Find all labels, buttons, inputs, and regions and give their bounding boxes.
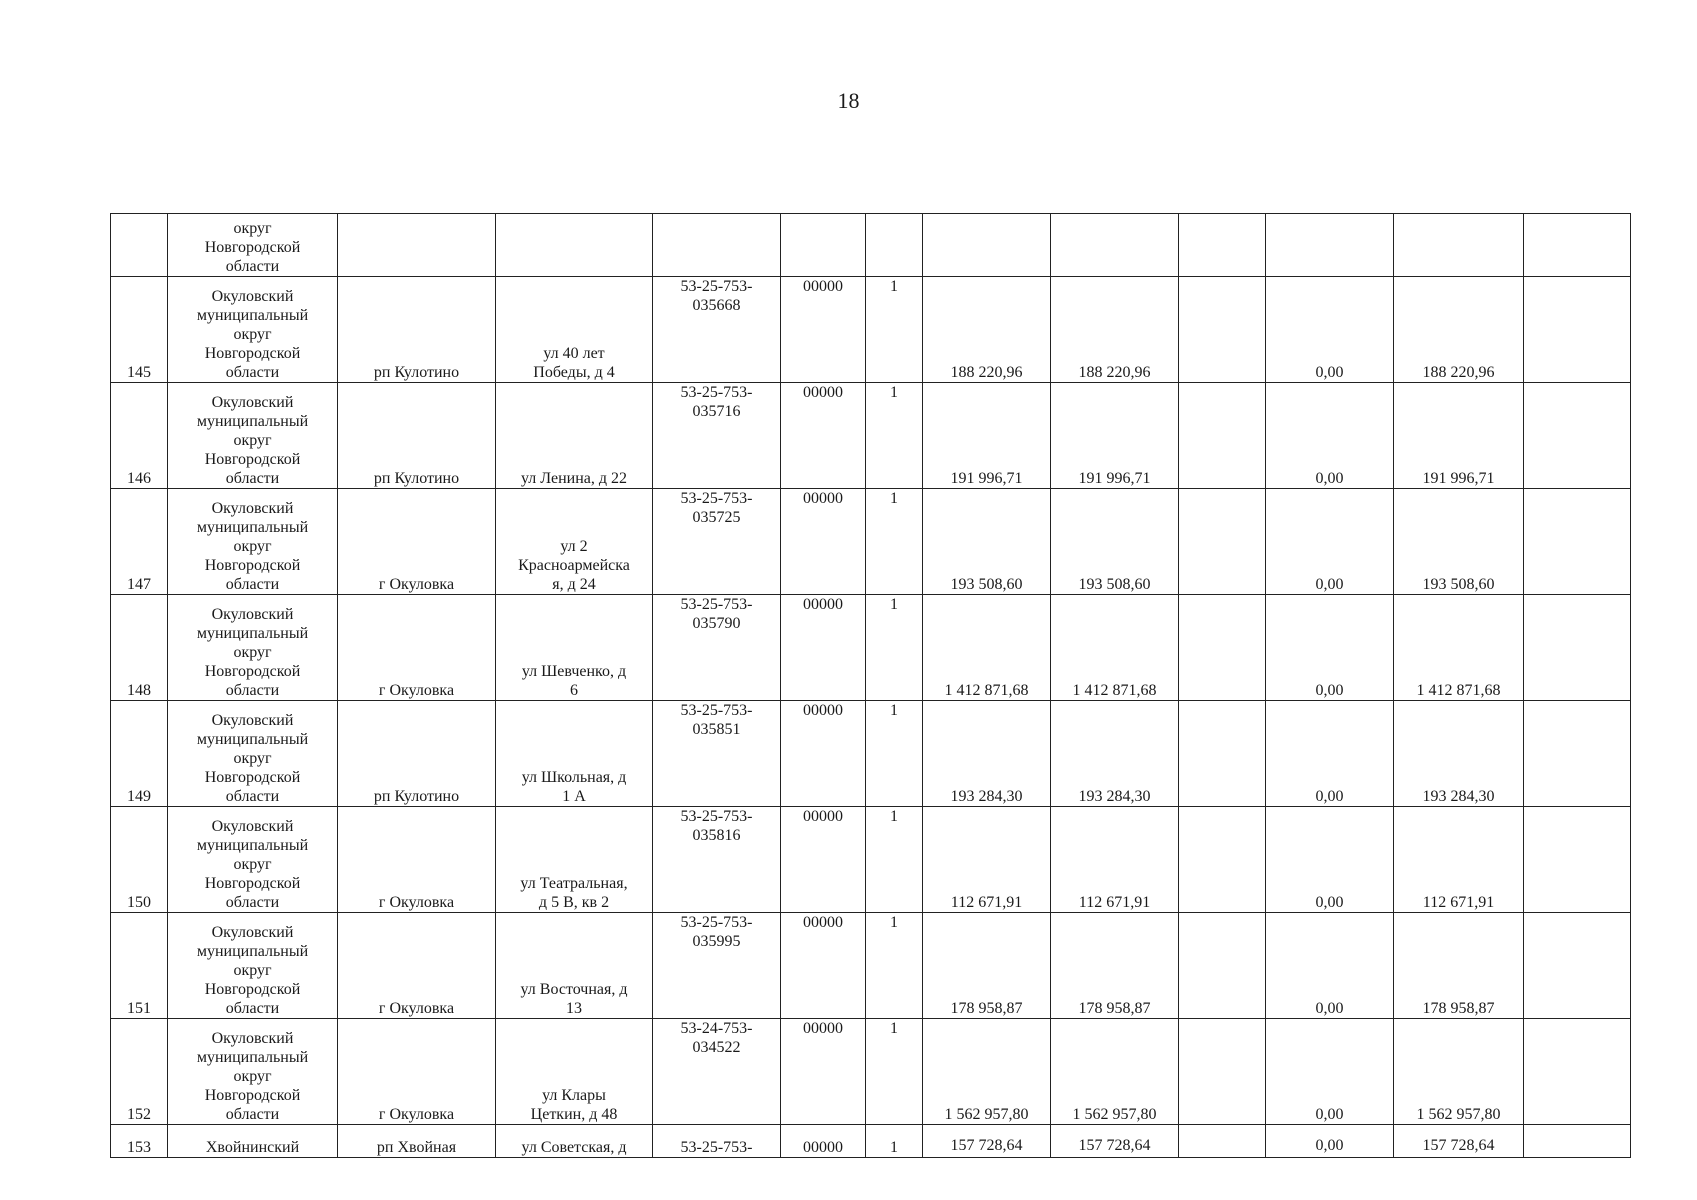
cell-type-text: 00000 <box>803 596 843 613</box>
cell-empty <box>923 214 1051 277</box>
cell-locality-text: г Окуловка <box>378 1106 455 1123</box>
cell-cost <box>923 807 1051 913</box>
cell-empty <box>1524 1019 1631 1125</box>
cell-total <box>1051 807 1179 913</box>
cell-municipality <box>168 214 338 277</box>
cell-cost-text: 178 958,87 <box>950 1000 1023 1017</box>
cell-cost <box>923 489 1051 595</box>
page-number: 18 <box>837 88 860 113</box>
municipality-line: муниципальный <box>196 837 309 854</box>
table-row <box>111 701 1631 807</box>
cell-address <box>496 277 653 383</box>
code-line: 035851 <box>692 721 741 738</box>
cell-row-number <box>111 595 168 701</box>
cell-empty <box>1524 489 1631 595</box>
table-row <box>111 1125 1631 1158</box>
municipality-line: округ <box>233 962 272 979</box>
municipality-line: области <box>225 894 280 911</box>
cell-count <box>866 913 923 1019</box>
cell-cost-text: 112 671,91 <box>950 894 1023 911</box>
cell-zero <box>1266 913 1394 1019</box>
municipality-line: Окуловский <box>211 606 294 623</box>
cell-total <box>1051 913 1179 1019</box>
cell-cost-text: 191 996,71 <box>950 470 1023 487</box>
municipality-line: округ <box>233 220 272 237</box>
cell-final <box>1394 489 1524 595</box>
cell-locality <box>338 1125 496 1158</box>
cell-municipality <box>168 595 338 701</box>
cell-locality <box>338 489 496 595</box>
municipality-line: Окуловский <box>211 1030 294 1047</box>
address-line: ул Клары <box>542 1087 606 1104</box>
cell-address <box>496 807 653 913</box>
cell-empty <box>1266 214 1394 277</box>
cell-type <box>781 277 866 383</box>
cell-zero-text: 0,00 <box>1315 1106 1344 1123</box>
municipality-line: области <box>225 1000 280 1017</box>
cell-total-text: 112 671,91 <box>1078 894 1151 911</box>
cell-zero-text: 0,00 <box>1315 576 1344 593</box>
municipality-line: Новгородской <box>204 981 301 998</box>
cell-final <box>1394 277 1524 383</box>
cell-type-text: 00000 <box>803 278 843 295</box>
cell-address <box>496 913 653 1019</box>
cell-total-text: 178 958,87 <box>1078 1000 1151 1017</box>
cell-cost-text: 193 508,60 <box>950 576 1023 593</box>
table-row <box>111 595 1631 701</box>
cell-cost <box>923 595 1051 701</box>
cell-municipality-text: Хвойнинский <box>205 1139 300 1156</box>
cell-zero <box>1266 1125 1394 1158</box>
cell-total-text: 191 996,71 <box>1078 470 1151 487</box>
cell-count-text: 1 <box>890 278 898 295</box>
municipality-line: Новгородской <box>204 345 301 362</box>
cell-empty <box>1179 595 1266 701</box>
address-line: ул 40 лет <box>543 345 605 362</box>
cell-row-number-text: 152 <box>127 1106 151 1123</box>
table-row <box>111 913 1631 1019</box>
cell-total <box>1051 595 1179 701</box>
municipality-line: округ <box>233 1068 272 1085</box>
cell-total-text: 193 284,30 <box>1078 788 1151 805</box>
cell-zero-text: 0,00 <box>1315 894 1344 911</box>
cell-final <box>1394 913 1524 1019</box>
cell-row-number <box>111 383 168 489</box>
cell-final <box>1394 1019 1524 1125</box>
address-line: ул Ленина, д 22 <box>520 470 628 487</box>
municipality-line: муниципальный <box>196 731 309 748</box>
cell-cost <box>923 383 1051 489</box>
cell-row-number <box>111 807 168 913</box>
registry-table <box>110 213 1631 1158</box>
cell-total-text: 193 508,60 <box>1078 576 1151 593</box>
cell-row-number-text: 146 <box>127 470 151 487</box>
cell-code <box>653 595 781 701</box>
municipality-line: области <box>225 576 280 593</box>
cell-final-text: 1 412 871,68 <box>1416 682 1501 699</box>
cell-empty <box>1524 214 1631 277</box>
cell-locality-text: г Окуловка <box>378 894 455 911</box>
cell-row-number <box>111 1125 168 1158</box>
cell-address <box>496 595 653 701</box>
address-line: ул Школьная, д <box>521 769 627 786</box>
municipality-line: муниципальный <box>196 943 309 960</box>
cell-locality-text: г Окуловка <box>378 682 455 699</box>
municipality-line: муниципальный <box>196 519 309 536</box>
cell-address <box>496 1019 653 1125</box>
cell-type <box>781 701 866 807</box>
municipality-line: области <box>225 364 280 381</box>
code-line: 035816 <box>692 827 741 844</box>
code-line: 035790 <box>692 615 741 632</box>
municipality-line: Новгородской <box>204 239 301 256</box>
municipality-line: Новгородской <box>204 451 301 468</box>
cell-count <box>866 701 923 807</box>
cell-municipality <box>168 383 338 489</box>
cell-count-text: 1 <box>890 808 898 825</box>
cell-type-text: 00000 <box>803 490 843 507</box>
cell-empty <box>1179 807 1266 913</box>
cell-zero <box>1266 1019 1394 1125</box>
code-line: 034522 <box>692 1039 741 1056</box>
cell-zero-text: 0,00 <box>1315 364 1344 381</box>
cell-empty <box>1051 214 1179 277</box>
cell-final-text: 157 728,64 <box>1422 1137 1495 1154</box>
cell-locality <box>338 701 496 807</box>
cell-cost <box>923 277 1051 383</box>
municipality-line: Новгородской <box>204 663 301 680</box>
cell-municipality <box>168 277 338 383</box>
address-line: Цеткин, д 48 <box>530 1106 618 1123</box>
address-line: Красноармейска <box>518 557 630 574</box>
cell-count <box>866 383 923 489</box>
cell-empty <box>1179 277 1266 383</box>
cell-empty <box>1179 1125 1266 1158</box>
cell-locality <box>338 595 496 701</box>
code-line: 035995 <box>692 933 741 950</box>
cell-empty <box>1524 1125 1631 1158</box>
cell-zero-text: 0,00 <box>1315 1000 1344 1017</box>
cell-total-text: 1 412 871,68 <box>1072 682 1157 699</box>
cell-total <box>1051 489 1179 595</box>
cell-type <box>781 595 866 701</box>
cell-empty <box>1179 701 1266 807</box>
cell-locality-text: г Окуловка <box>378 576 455 593</box>
cell-type <box>781 383 866 489</box>
cell-type-text: 00000 <box>803 1139 843 1156</box>
cell-address <box>496 701 653 807</box>
cell-empty <box>866 214 923 277</box>
cell-code <box>653 489 781 595</box>
cell-type-text: 00000 <box>803 702 843 719</box>
cell-code <box>653 701 781 807</box>
cell-zero <box>1266 807 1394 913</box>
address-line: ул Восточная, д <box>520 981 628 998</box>
code-line: 035725 <box>692 509 741 526</box>
cell-row-number <box>111 913 168 1019</box>
cell-count <box>866 1019 923 1125</box>
address-line: д 5 В, кв 2 <box>538 894 610 911</box>
cell-code <box>653 1019 781 1125</box>
cell-count-text: 1 <box>890 1139 898 1156</box>
cell-row-number-text: 148 <box>127 682 151 699</box>
cell-cost-text: 1 412 871,68 <box>944 682 1029 699</box>
cell-municipality <box>168 807 338 913</box>
cell-final-text: 112 671,91 <box>1422 894 1495 911</box>
cell-locality-text: рп Хвойная <box>376 1139 457 1156</box>
cell-locality-text: г Окуловка <box>378 1000 455 1017</box>
cell-address <box>496 1125 653 1158</box>
cell-locality <box>338 383 496 489</box>
cell-address <box>496 489 653 595</box>
cell-municipality <box>168 701 338 807</box>
cell-type <box>781 1125 866 1158</box>
cell-count-text: 1 <box>890 384 898 401</box>
cell-row-number-text: 150 <box>127 894 151 911</box>
cell-count-text: 1 <box>890 1020 898 1037</box>
cell-type <box>781 489 866 595</box>
municipality-line: округ <box>233 326 272 343</box>
municipality-line: Окуловский <box>211 712 294 729</box>
cell-total-text: 1 562 957,80 <box>1072 1106 1157 1123</box>
cell-locality <box>338 913 496 1019</box>
code-line: 53-25-753- <box>680 384 753 401</box>
municipality-line: Окуловский <box>211 288 294 305</box>
cell-type-text: 00000 <box>803 914 843 931</box>
municipality-line: муниципальный <box>196 413 309 430</box>
cell-count <box>866 489 923 595</box>
cell-final <box>1394 701 1524 807</box>
address-line: 13 <box>566 1000 582 1017</box>
table-row <box>111 807 1631 913</box>
cell-cost-text: 188 220,96 <box>950 364 1023 381</box>
cell-final <box>1394 383 1524 489</box>
cell-zero-text: 0,00 <box>1315 1137 1344 1154</box>
table-row <box>111 489 1631 595</box>
cell-code <box>653 913 781 1019</box>
municipality-line: области <box>225 1106 280 1123</box>
cell-municipality <box>168 489 338 595</box>
cell-zero-text: 0,00 <box>1315 682 1344 699</box>
cell-count-text: 1 <box>890 490 898 507</box>
cell-total <box>1051 277 1179 383</box>
code-line: 53-25-753- <box>680 808 753 825</box>
cell-empty <box>496 214 653 277</box>
cell-row-number-text: 151 <box>127 1000 151 1017</box>
cell-cost <box>923 701 1051 807</box>
cell-row-number-text: 145 <box>127 364 151 381</box>
address-line: Победы, д 4 <box>533 364 615 381</box>
table-row <box>111 383 1631 489</box>
municipality-line: муниципальный <box>196 1049 309 1066</box>
cell-empty <box>1179 383 1266 489</box>
cell-empty <box>1179 1019 1266 1125</box>
cell-total-text: 188 220,96 <box>1078 364 1151 381</box>
cell-type <box>781 913 866 1019</box>
cell-code <box>653 383 781 489</box>
code-line: 035668 <box>692 297 741 314</box>
cell-address-text: ул Советская, д <box>521 1139 627 1156</box>
cell-code-text: 53-25-753- <box>680 1139 753 1156</box>
cell-total <box>1051 1125 1179 1158</box>
address-line: ул Театральная, <box>520 875 628 892</box>
cell-empty <box>653 214 781 277</box>
cell-empty <box>1524 595 1631 701</box>
cell-municipality <box>168 913 338 1019</box>
municipality-line: муниципальный <box>196 625 309 642</box>
municipality-line: муниципальный <box>196 307 309 324</box>
cell-row-number-text: 147 <box>127 576 151 593</box>
cell-count-text: 1 <box>890 914 898 931</box>
cell-type-text: 00000 <box>803 1020 843 1037</box>
cell-count-text: 1 <box>890 596 898 613</box>
municipality-line: Окуловский <box>211 924 294 941</box>
registry-body <box>111 214 1631 1158</box>
municipality-line: округ <box>233 750 272 767</box>
cell-zero-text: 0,00 <box>1315 470 1344 487</box>
cell-code <box>653 807 781 913</box>
table-row <box>111 277 1631 383</box>
cell-locality-text: рп Кулотино <box>373 470 460 487</box>
cell-row-number-text: 149 <box>127 788 151 805</box>
code-line: 53-25-753- <box>680 702 753 719</box>
municipality-line: Новгородской <box>204 769 301 786</box>
cell-zero-text: 0,00 <box>1315 788 1344 805</box>
code-line: 53-25-753- <box>680 596 753 613</box>
municipality-line: области <box>225 788 280 805</box>
cell-total <box>1051 701 1179 807</box>
cell-code <box>653 277 781 383</box>
cell-count-text: 1 <box>890 702 898 719</box>
address-line: 6 <box>570 682 578 699</box>
cell-final <box>1394 595 1524 701</box>
cell-final-text: 178 958,87 <box>1422 1000 1495 1017</box>
cell-type <box>781 1019 866 1125</box>
cell-empty <box>111 214 168 277</box>
cell-empty <box>1394 214 1524 277</box>
cell-total-text: 157 728,64 <box>1078 1137 1151 1154</box>
cell-final <box>1394 1125 1524 1158</box>
address-line: ул Шевченко, д <box>521 663 627 680</box>
cell-locality <box>338 1019 496 1125</box>
cell-row-number <box>111 1019 168 1125</box>
table-row <box>111 1019 1631 1125</box>
cell-empty <box>338 214 496 277</box>
cell-cost <box>923 1019 1051 1125</box>
cell-locality-text: рп Кулотино <box>373 788 460 805</box>
municipality-line: округ <box>233 538 272 555</box>
cell-count <box>866 807 923 913</box>
code-line: 53-25-753- <box>680 490 753 507</box>
municipality-line: Новгородской <box>204 875 301 892</box>
address-line: ул 2 <box>560 538 588 555</box>
cell-row-number-text: 153 <box>127 1139 151 1156</box>
cell-empty <box>1524 701 1631 807</box>
continuation-row <box>111 214 1631 277</box>
cell-empty <box>1179 913 1266 1019</box>
cell-municipality <box>168 1125 338 1158</box>
cell-municipality <box>168 1019 338 1125</box>
cell-zero <box>1266 277 1394 383</box>
cell-zero <box>1266 489 1394 595</box>
cell-zero <box>1266 701 1394 807</box>
cell-zero <box>1266 595 1394 701</box>
cell-empty <box>1179 214 1266 277</box>
municipality-line: области <box>225 682 280 699</box>
municipality-line: Окуловский <box>211 500 294 517</box>
cell-type-text: 00000 <box>803 384 843 401</box>
cell-locality-text: рп Кулотино <box>373 364 460 381</box>
municipality-line: Новгородской <box>204 557 301 574</box>
cell-total <box>1051 383 1179 489</box>
cell-count <box>866 277 923 383</box>
cell-type-text: 00000 <box>803 808 843 825</box>
municipality-line: округ <box>233 432 272 449</box>
address-line: 1 А <box>562 788 586 805</box>
municipality-line: Окуловский <box>211 394 294 411</box>
cell-empty <box>1179 489 1266 595</box>
cell-cost <box>923 913 1051 1019</box>
municipality-line: округ <box>233 856 272 873</box>
cell-empty <box>1524 807 1631 913</box>
cell-row-number <box>111 277 168 383</box>
code-line: 53-24-753- <box>680 1020 753 1037</box>
cell-row-number <box>111 701 168 807</box>
code-line: 035716 <box>692 403 741 420</box>
municipality-line: округ <box>233 644 272 661</box>
cell-count <box>866 1125 923 1158</box>
cell-final-text: 191 996,71 <box>1422 470 1495 487</box>
cell-final-text: 1 562 957,80 <box>1416 1106 1501 1123</box>
cell-final-text: 193 284,30 <box>1422 788 1495 805</box>
cell-locality <box>338 807 496 913</box>
cell-empty <box>1524 277 1631 383</box>
municipality-line: Новгородской <box>204 1087 301 1104</box>
code-line: 53-25-753- <box>680 278 753 295</box>
cell-empty <box>1524 913 1631 1019</box>
address-line: я, д 24 <box>552 576 596 593</box>
cell-type <box>781 807 866 913</box>
cell-final-text: 188 220,96 <box>1422 364 1495 381</box>
cell-final-text: 193 508,60 <box>1422 576 1495 593</box>
cell-code <box>653 1125 781 1158</box>
cell-zero <box>1266 383 1394 489</box>
municipality-line: области <box>225 470 280 487</box>
cell-final <box>1394 807 1524 913</box>
cell-row-number <box>111 489 168 595</box>
cell-locality <box>338 277 496 383</box>
cell-empty <box>1524 383 1631 489</box>
cell-cost-text: 157 728,64 <box>950 1137 1023 1154</box>
cell-cost <box>923 1125 1051 1158</box>
cell-total <box>1051 1019 1179 1125</box>
cell-cost-text: 1 562 957,80 <box>944 1106 1029 1123</box>
code-line: 53-25-753- <box>680 914 753 931</box>
cell-empty <box>781 214 866 277</box>
cell-count <box>866 595 923 701</box>
cell-address <box>496 383 653 489</box>
municipality-line: Окуловский <box>211 818 294 835</box>
cell-cost-text: 193 284,30 <box>950 788 1023 805</box>
municipality-line: области <box>225 258 280 275</box>
